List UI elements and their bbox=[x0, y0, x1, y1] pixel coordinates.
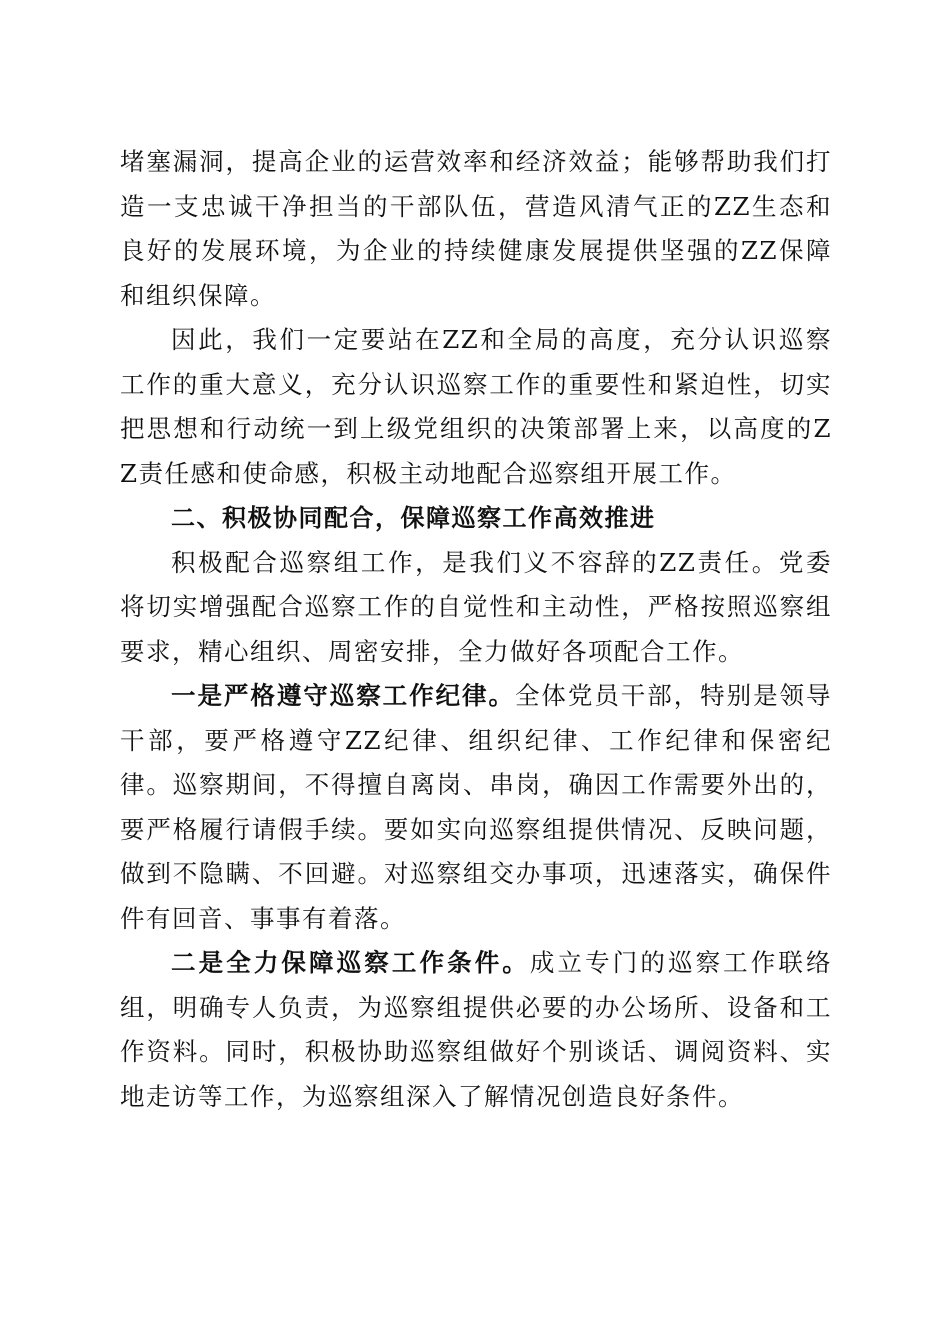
paragraph-conditions bbox=[120, 941, 832, 1119]
paragraph-discipline-lead: 一是严格遵守巡察工作纪律。 bbox=[171, 681, 515, 710]
section-heading-2: 二、积极协同配合，保障巡察工作高效推进 bbox=[171, 504, 656, 532]
paragraph-conditions-lead: 二是全力保障巡察工作条件。 bbox=[171, 948, 530, 977]
paragraph-continuation: 堵塞漏洞，提高企业的运营效率和经济效益；能够帮助我们打造一支忠诚干净担当的干部队伍，营造风清气正的ZZ生态和良好的发展环境，为企业的持续健康发展提供坚强的ZZ保障和组织保障。 bbox=[120, 147, 832, 310]
paragraph-conditions-body: 成立专门的巡察工作联络组，明确专人负责，为巡察组提供必要的办公场所、设备和工作资料。同时，积极协助巡察组做好个别谈话、调阅资料、实地走访等工作，为巡察组深入了解情况创造良好条件。 bbox=[120, 948, 833, 1111]
paragraph-therefore: 因此，我们一定要站在ZZ和全局的高度，充分认识巡察工作的重大意义，充分认识巡察工作的重要性和紧迫性，切实把思想和行动统一到上级党组织的决策部署上来，以高度的ZZ责任感和使命感，积极主动地配合巡察组开展工作。 bbox=[120, 325, 832, 488]
document-page bbox=[120, 140, 832, 1119]
paragraph-discipline-body: 全体党员干部，特别是领导干部，要严格遵守ZZ纪律、组织纪律、工作纪律和保密纪律。巡察期间，不得擅自离岗、串岗，确因工作需要外出的，要严格履行请假手续。要如实向巡察组提供情况、反映问题，做到不隐瞒、不回避。对巡察组交办事项，迅速落实，确保件件有回音、事事有着落。 bbox=[120, 681, 833, 933]
paragraph-discipline bbox=[120, 674, 832, 941]
paragraph-cooperation: 积极配合巡察组工作，是我们义不容辞的ZZ责任。党委将切实增强配合巡察工作的自觉性和主动性，严格按照巡察组要求，精心组织、周密安排，全力做好各项配合工作。 bbox=[120, 547, 832, 666]
